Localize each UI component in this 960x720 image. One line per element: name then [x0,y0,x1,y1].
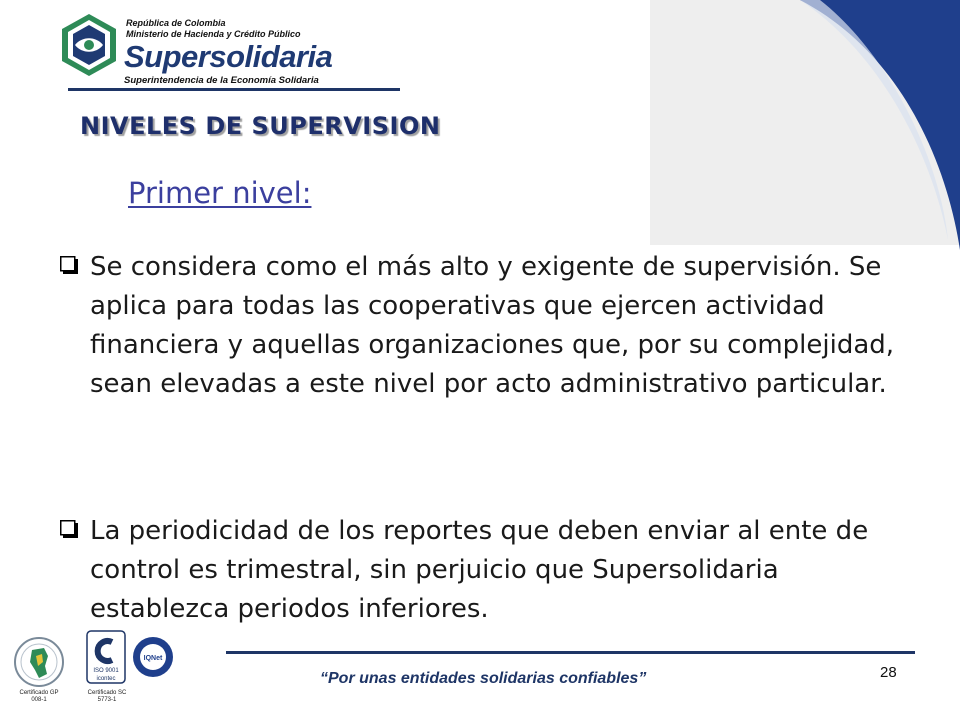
section-title: NIVELES DE SUPERVISION [80,112,441,140]
logo-country-text: República de Colombia [126,18,226,28]
level-title: Primer nivel: [128,176,312,210]
checkbox-bullet-icon [60,520,78,538]
iso-badge-label: ISO 9001 [93,668,119,674]
checkbox-bullet-icon [60,256,78,274]
cert-caption: Certificado SC 5773-1 [87,690,127,703]
supersolidaria-logo [60,12,360,86]
iqnet-badge [132,636,174,678]
logo-ministry-text: Ministerio de Hacienda y Crédito Público [126,29,301,39]
page-number: 28 [880,664,897,681]
logo-name: Supersolidaria [124,39,333,74]
footer-slogan: “Por unas entidades solidarias confiables” [320,670,647,687]
cert-caption: Certificado GP 008-1 [19,690,59,703]
footer-divider [226,651,915,654]
bullet-text: Se considera como el más alto y exigente de supervisión. Se aplica para todas las cooperativas que ejercen actividad financiera y aquellas organizaciones que, por su complejidad, sean elevadas a este nivel por acto administrativo particular. [90,252,895,399]
iso-9001-icontec-badge [86,630,126,684]
icontec-badge-label: icontec [96,676,116,682]
header-divider [68,88,400,91]
supersolidaria-shield-icon [60,12,118,78]
bullet-text: La periodicidad de los reportes que deben enviar al ente de control es trimestral, sin perjuicio que Supersolidaria establezca periodos inferiores. [90,516,869,624]
iqnet-badge-label: IQNet [143,655,163,662]
colombia-cert-seal-icon [14,636,64,688]
logo-subtitle: Superintendencia de la Economía Solidaria [124,75,319,86]
